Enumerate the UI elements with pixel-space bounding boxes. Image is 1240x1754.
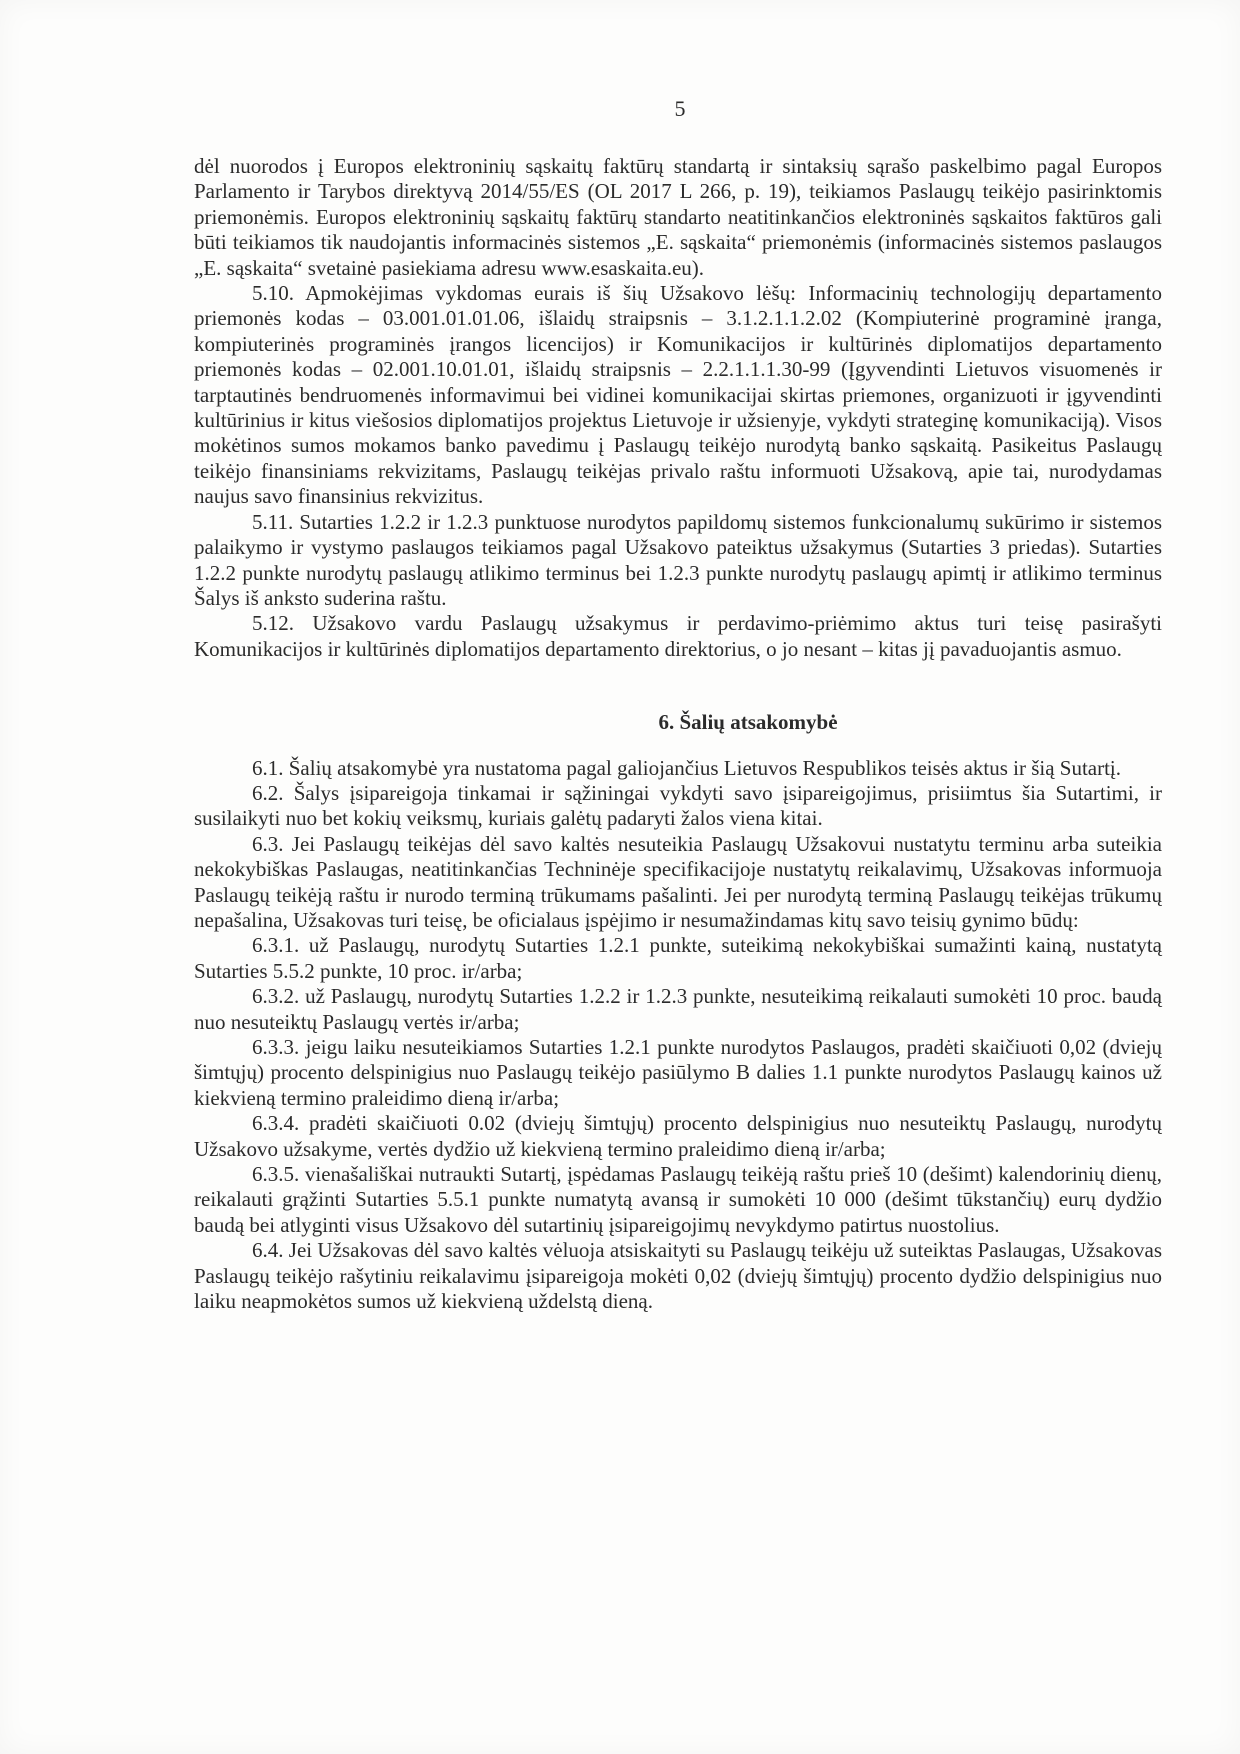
paragraph-6-1: 6.1. Šalių atsakomybė yra nustatoma pagal galiojančius Lietuvos Respublikos teisės aktus ir šią Sutartį.: [252, 755, 1122, 780]
section-heading-6: 6. Šalių atsakomybė: [658, 710, 838, 735]
paragraph-5-12: 5.12. Užsakovo vardu Paslaugų užsakymus ir perdavimo-priėmimo aktus turi teisę pasirašyti Komunikacijos ir kultūrinės diplomatijos departamento direktorius, o jo nesant – kitas jį pavaduojantis asmuo.: [194, 611, 1162, 661]
paragraph-6-3: 6.3. Jei Paslaugų teikėjas dėl savo kaltės nesuteikia Paslaugų Užsakovui nustatytu terminu arba suteikia nekokybiškas Paslaugas, neatitinkančias Techninėje specifikacijoje nustatytų reikalavimų, Užsakovas informuoja Paslaugų teikėją raštu ir nurodo terminą trūkumams pašalinti. Jei per nurodytą terminą Paslaugų teikėjas trūkumų nepašalina, Užsakovas turi teisę, be oficialaus įspėjimo ir nesumažindamas kitų savo teisių gynimo būdų:: [194, 831, 1162, 932]
paragraph-6-2: 6.2. Šalys įsipareigoja tinkamai ir sąžiningai vykdyti savo įsipareigojimus, prisiimtus šia Sutartimi, ir susilaikyti nuo bet kokių veiksmų, kuriais galėtų padaryti žalos viena kitai.: [194, 780, 1162, 831]
paragraph-5-10: 5.10. Apmokėjimas vykdomas eurais iš šių Užsakovo lėšų: Informacinių technologijų departamento priemonės kodas – 03.001.01.01.06, išlaidų straipsnis – 3.1.2.1.1.2.02 (Kompiuterinė programinė įranga, kompiuterinės programinės įrangos licencijos) ir Komunikacijos ir kultūrinės diplomatijos departamento priemonės kodas – 02.001.10.01.01, išlaidų straipsnis – 2.2.1.1.1.30-99 (Įgyvendinti Lietuvos visuomenės ir tarptautinės bendruomenės informavimui bei vidinei komunikacijai skirtas priemones, organizuoti ir įgyvendinti kultūrinius ir kitus viešosios diplomatijos projektus Lietuvoje ir užsienyje, vykdyti strateginę komunikaciją). Visos mokėtinos sumos mokamos banko pavedimu į Paslaugų teikėjo nurodytą banko sąskaitą. Pasikeitus Paslaugų teikėjo finansiniams rekvizitams, Paslaugų teikėjas privalo raštu informuoti Užsakovą, apie tai, nurodydamas naujus savo finansinius rekvizitus.: [194, 281, 1162, 509]
document-body: [194, 154, 1162, 1314]
paragraph-5-11: 5.11. Sutarties 1.2.2 ir 1.2.3 punktuose nurodytos papildomų sistemos funkcionalumų sukūrimo ir sistemos palaikymo ir vystymo paslaugos teikiamos pagal Užsakovo pateiktus užsakymus (Sutarties 3 priedas). Sutarties 1.2.2 punkte nurodytų paslaugų atlikimo terminus bei 1.2.3 punkte nurodytų paslaugų apimtį ir atlikimo terminus Šalys iš anksto suderina raštu.: [194, 509, 1162, 610]
paragraph-6-3-4: 6.3.4. pradėti skaičiuoti 0.02 (dviejų šimtųjų) procento delspinigius nuo nesuteiktų Paslaugų, nurodytų Užsakovo užsakyme, vertės dydžio už kiekvieną termino praleidimo dieną ir/arba;: [194, 1111, 1162, 1161]
page-number: 5: [674, 96, 686, 121]
paragraph-6-3-2: 6.3.2. už Paslaugų, nurodytų Sutarties 1.2.2 ir 1.2.3 punkte, nesuteikimą reikalauti sumokėti 10 proc. baudą nuo nesuteiktų Paslaugų vertės ir/arba;: [194, 984, 1162, 1034]
paragraph-6-3-3: 6.3.3. jeigu laiku nesuteikiamos Sutarties 1.2.1 punkte nurodytos Paslaugos, pradėti skaičiuoti 0,02 (dviejų šimtųjų) procento delspinigius nuo Paslaugų teikėjo pasiūlymo B dalies 1.1 punkte nurodytos Paslaugų kainos už kiekvieną termino praleidimo dieną ir/arba;: [194, 1035, 1162, 1110]
paragraph-continuation: dėl nuorodos į Europos elektroninių sąskaitų faktūrų standartą ir sintaksių sąrašo paskelbimo pagal Europos Parlamento ir Tarybos direktyvą 2014/55/ES (OL 2017 L 266, p. 19), teikiamos Paslaugų teikėjo pasirinktomis priemonėmis. Europos elektroninių sąskaitų faktūrų standarto neatitinkančios elektroninės sąskaitos faktūros gali būti teikiamos tik naudojantis informacinės sistemos „E. sąskaita“ priemonėmis (informacinės sistemos paslaugos „E. sąskaita“ svetainė pasiekiama adresu www.esaskaita.eu).: [194, 154, 1162, 280]
paragraph-6-4: 6.4. Jei Užsakovas dėl savo kaltės vėluoja atsiskaityti su Paslaugų teikėju už suteiktas Paslaugas, Užsakovas Paslaugų teikėjo rašytiniu reikalavimu įsipareigoja mokėti 0,02 (dviejų šimtųjų) procento dydžio delspinigius nuo laiku neapmokėtos sumos už kiekvieną uždelstą dieną.: [194, 1238, 1162, 1314]
paragraph-6-3-5: 6.3.5. vienašališkai nutraukti Sutartį, įspėdamas Paslaugų teikėją raštu prieš 10 (dešimt) kalendorinių dienų, reikalauti grąžinti Sutarties 5.5.1 punkte numatytą avansą ir sumokėti 10 000 (dešimt tūkstančių) eurų dydžio baudą bei atlyginti visus Užsakovo dėl sutartinių įsipareigojimų nevykdymo patirtus nuostolius.: [194, 1162, 1162, 1237]
paragraph-6-3-1: 6.3.1. už Paslaugų, nurodytų Sutarties 1.2.1 punkte, suteikimą nekokybiškai sumažinti kainą, nustatytą Sutarties 5.5.2 punkte, 10 proc. ir/arba;: [194, 933, 1162, 983]
